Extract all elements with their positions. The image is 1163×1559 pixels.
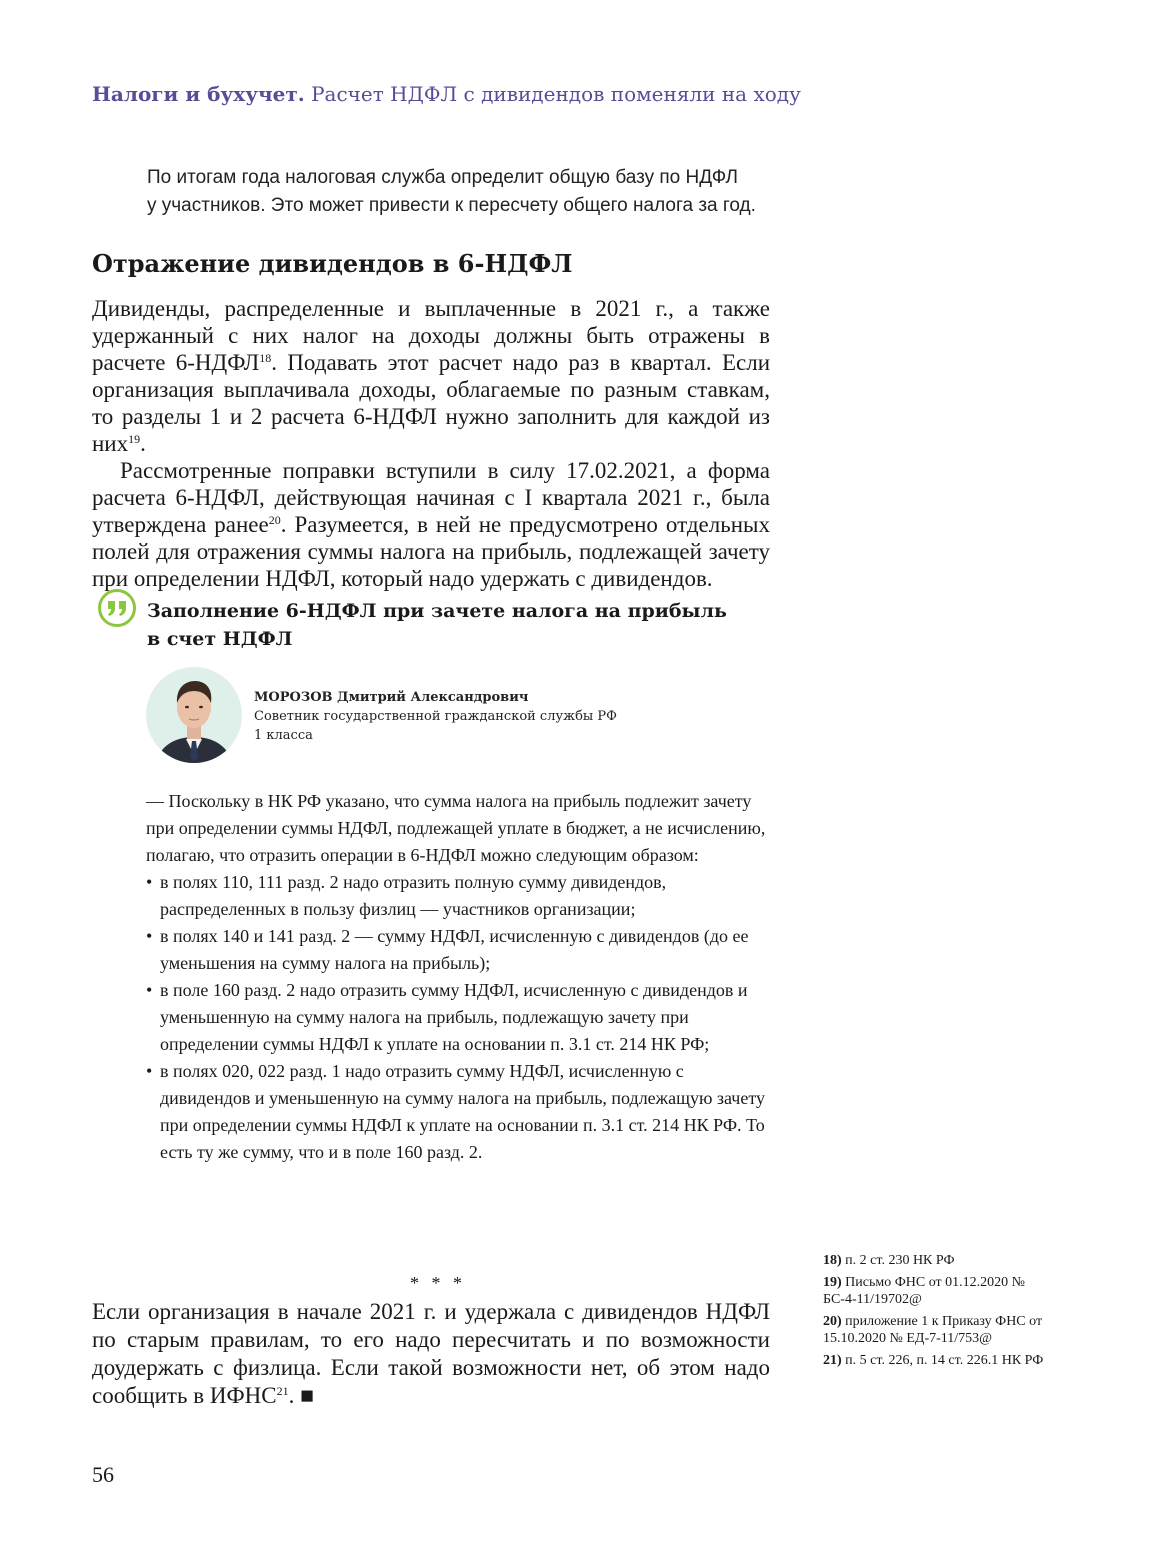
author-photo xyxy=(146,667,242,763)
footnote-ref-19: 19 xyxy=(128,432,141,446)
quote-list xyxy=(146,869,766,1166)
footnote-20 xyxy=(823,1313,1053,1347)
quote-title-line-2: в счет НДФЛ xyxy=(147,628,293,650)
list-item-text: в поле 160 разд. 2 надо отразить сумму НДФЛ, исчисленную с дивидендов и уменьшенную на сумму налога на прибыль, подлежащую зачету при определении суммы НДФЛ к уплате на основании п. 3.1 ст. 214 НК РФ; xyxy=(160,980,748,1054)
author-role-line-2: 1 класса xyxy=(254,728,313,743)
closing-text xyxy=(92,1298,770,1410)
footnote-ref-20: 20 xyxy=(268,513,281,527)
closing-text-a: Если организация в начале 2021 г. и удержала с дивидендов НДФЛ по старым правилам, то его надо пересчитать и по возможности доудержать с физлица. Если такой возможности нет, об этом надо сообщить в ИФНС xyxy=(92,1299,770,1408)
lead-text xyxy=(147,164,787,220)
p2-text-a: Рассмотренные поправки вступили в силу 17.02.2021, а форма расчета 6-НДФЛ, действующая начиная с I квартала 2021 г., была утверждена ранее xyxy=(92,458,770,537)
list-item-text: в полях 110, 111 разд. 2 надо отразить полную сумму дивидендов, распределенных в пользу физлиц — участников организации; xyxy=(160,872,667,919)
footnote-text: приложение 1 к Приказу ФНС от 15.10.2020 № ЕД-7-11/753@ xyxy=(823,1314,1043,1346)
footnote-number: 20) xyxy=(823,1314,842,1329)
main-body xyxy=(92,295,770,592)
lead-line-2: у участников. Это может привести к пересчету общего налога за год. xyxy=(147,195,756,216)
p2-text-b: . Разумеется, в ней не предусмотрено отдельных полей для отражения суммы налога на прибыль, подлежащей зачету при определении НДФЛ, который надо удержать с дивидендов. xyxy=(92,512,770,591)
footnote-text: п. 5 ст. 226, п. 14 ст. 226.1 НК РФ xyxy=(845,1353,1044,1368)
footnote-ref-18: 18 xyxy=(259,351,272,365)
lead-line-1: По итогам года налоговая служба определит общую базу по НДФЛ xyxy=(147,167,738,188)
p1-text-a: Дивиденды, распределенные и выплаченные в 2021 г., а также удержанный с них налог на доходы должны быть отражены в расчете 6-НДФЛ xyxy=(92,296,770,375)
quote-title xyxy=(147,597,787,653)
body-paragraph-2 xyxy=(92,457,770,592)
p1-text-c: . xyxy=(140,431,146,456)
bullet-icon: • xyxy=(146,1061,153,1081)
header-title: Расчет НДФЛ с дивидендов поменяли на ходу xyxy=(311,82,801,106)
footnote-text: п. 2 ст. 230 НК РФ xyxy=(845,1253,955,1268)
list-item xyxy=(146,869,766,923)
quote-intro: — Поскольку в НК РФ указано, что сумма налога на прибыль подлежит зачету при определении суммы НДФЛ, подлежащей уплате в бюджет, а не исчислению, полагаю, что отразить операции в 6-НДФЛ можно следующим образом: xyxy=(146,791,766,865)
bullet-icon: • xyxy=(146,872,153,892)
footnote-21 xyxy=(823,1352,1053,1369)
list-item xyxy=(146,923,766,977)
list-item-text: в полях 020, 022 разд. 1 надо отразить сумму НДФЛ, исчисленную с дивидендов и уменьшенную на сумму налога на прибыль, подлежащую зачету при определении суммы НДФЛ к уплате на основании п. 3.1 ст. 214 НК РФ. То есть ту же сумму, что и в поле 160 разд. 2. xyxy=(160,1061,765,1162)
list-item xyxy=(146,1058,766,1166)
quote-title-line-1: Заполнение 6-НДФЛ при зачете налога на прибыль xyxy=(147,600,727,622)
footnote-text: Письмо ФНС от 01.12.2020 № БС-4-11/19702@ xyxy=(823,1275,1026,1307)
list-item-text: в полях 140 и 141 разд. 2 — сумму НДФЛ, исчисленную с дивидендов (до ее уменьшения на сумму налога на прибыль); xyxy=(160,926,749,973)
footnotes xyxy=(823,1252,1053,1374)
header-rubric: Налоги и бухучет. xyxy=(92,82,305,106)
quote-mark-icon xyxy=(97,588,137,628)
author-name: МОРОЗОВ Дмитрий Александрович xyxy=(254,690,529,705)
footnote-19 xyxy=(823,1274,1053,1308)
p1-text-b: . Подавать этот расчет надо раз в квартал. Если организация выплачивала доходы, облагаемые по разным ставкам, то разделы 1 и 2 расчета 6-НДФЛ нужно заполнить для каждой из них xyxy=(92,350,770,456)
closing-text-b: . ■ xyxy=(288,1383,314,1408)
closing-paragraph xyxy=(92,1298,770,1410)
running-header xyxy=(92,82,801,106)
footnote-number: 19) xyxy=(823,1275,842,1290)
body-paragraph-1 xyxy=(92,295,770,457)
footnote-number: 21) xyxy=(823,1353,842,1368)
footnote-18 xyxy=(823,1252,1053,1269)
author-role-line-1: Советник государственной гражданской службы РФ xyxy=(254,709,617,724)
quote-body xyxy=(146,788,766,1166)
section-title: Отражение дивидендов в 6-НДФЛ xyxy=(92,249,573,278)
footnote-ref-21: 21 xyxy=(276,1384,289,1398)
bullet-icon: • xyxy=(146,926,153,946)
footnote-number: 18) xyxy=(823,1253,842,1268)
list-item xyxy=(146,977,766,1058)
author-info xyxy=(254,688,674,745)
bullet-icon: • xyxy=(146,980,153,1000)
section-separator: * * * xyxy=(410,1273,466,1293)
page-number: 56 xyxy=(92,1462,114,1487)
